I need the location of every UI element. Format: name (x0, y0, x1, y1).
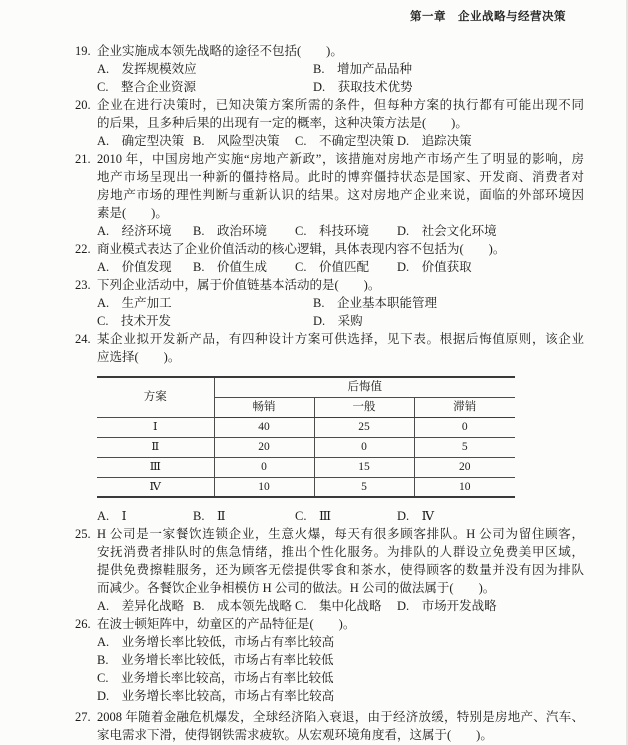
table-row (97, 437, 515, 457)
option-a: A. 价值发现 (97, 260, 172, 274)
option-row (97, 258, 584, 276)
question-27 (75, 708, 584, 744)
option-a: A. 经济环境 (97, 224, 172, 238)
option-b: B. 企业基本职能管理 (313, 296, 437, 310)
question-text-line: 安抚消费者排队时的焦急情绪，推出个性化服务。为排队的人群设立免费美甲区域， (97, 545, 584, 559)
table-header-plan: 方案 (97, 377, 214, 417)
table-row (97, 477, 515, 497)
option-c: C. 科技环境 (295, 224, 369, 238)
question-number: 25. (75, 527, 91, 541)
question-body (97, 708, 584, 744)
question-22 (75, 240, 584, 276)
question-text-line: 地产市场呈现出一种新的僵持格局。此时的博弈僵持状态是国家、开发商、消费者对 (97, 170, 584, 184)
table-subheader-best: 畅销 (214, 397, 314, 417)
question-number: 26. (75, 617, 91, 631)
option-b: B. 政治环境 (193, 224, 267, 238)
option-c: C. 集中化战略 (295, 599, 382, 613)
option-d: D. 市场开发战略 (397, 599, 497, 613)
question-text-line: 2010 年，中国房地产实施“房地产新政”，该措施对房地产市场产生了明显的影响，房 (97, 152, 584, 166)
question-text-line: 提供免费擦鞋服务，还为顾客无偿提供零食和茶水，使得顾客的数量并没有因为排队 (97, 563, 584, 577)
option-c: C. 业务增长率比较高，市场占有率比较低 (97, 671, 334, 685)
option-b: B. Ⅱ (193, 509, 226, 523)
question-body (97, 96, 584, 150)
option-d: D. 价值获取 (397, 260, 472, 274)
question-20 (75, 96, 584, 150)
question-23 (75, 276, 584, 330)
question-26 (75, 615, 584, 705)
option-b: B. 风险型决策 (193, 134, 280, 148)
option-list (97, 633, 584, 705)
table-row (97, 417, 515, 437)
value-cell: 5 (314, 477, 414, 497)
option-c: C. 价值匹配 (295, 260, 369, 274)
question-number: 19. (75, 44, 91, 58)
question-body (97, 240, 584, 276)
question-number: 20. (75, 98, 91, 112)
value-cell: 20 (214, 437, 314, 457)
option-a: A. Ⅰ (97, 509, 127, 523)
question-body (97, 42, 584, 96)
option-a: A. 确定型决策 (97, 134, 185, 148)
option-c: C. Ⅲ (295, 509, 332, 523)
question-text-line: 房地产市场的理性判断与重新认识的结果。这对房地产企业来说，面临的外部环境因 (97, 188, 584, 202)
question-text-line: 而减少。各餐饮企业争相模仿 H 公司的做法。H 公司的做法属于( )。 (97, 581, 496, 595)
value-cell: 15 (314, 457, 414, 477)
question-text-line: 素是( )。 (97, 206, 168, 220)
question-text-line: 应选择( )。 (97, 350, 181, 364)
question-text-line: 企业在进行决策时，已知决策方案所需的条件，但每种方案的执行都有可能出现不同 (97, 98, 584, 112)
option-c: C. 技术开发 (97, 314, 171, 328)
option-c: C. 不确定型决策 (295, 134, 394, 148)
option-a: A. 发挥规模效应 (97, 62, 197, 76)
plan-cell: Ⅳ (97, 477, 214, 497)
option-row (97, 132, 584, 150)
option-row (97, 507, 584, 525)
question-text-line: 的后果，且多种后果的出现有一定的概率，这种决策方法是( )。 (97, 116, 468, 130)
option-b: B. 价值生成 (193, 260, 267, 274)
question-text-line: 商业模式表达了企业价值活动的核心逻辑，具体表现内容不包括为( )。 (97, 242, 506, 256)
plan-cell: Ⅰ (97, 417, 214, 437)
option-row (97, 60, 584, 78)
plan-cell: Ⅲ (97, 457, 214, 477)
value-cell: 0 (314, 437, 414, 457)
chapter-header: 第一章 企业战略与经营决策 (410, 11, 566, 23)
plan-cell: Ⅱ (97, 437, 214, 457)
question-21 (75, 150, 584, 240)
option-a: A. 业务增长率比较低，市场占有率比较高 (97, 635, 335, 649)
option-c: C. 整合企业资源 (97, 80, 196, 94)
table-header-regret: 后悔值 (214, 377, 515, 397)
value-cell: 10 (414, 477, 515, 497)
table-subheader-normal: 一般 (314, 397, 414, 417)
option-d: D. Ⅳ (397, 509, 435, 523)
option-d: D. 追踪决策 (397, 134, 472, 148)
option-row (97, 222, 584, 240)
question-text-line: 在波士顿矩阵中，幼童区的产品特征是( )。 (97, 617, 356, 631)
question-body (97, 615, 584, 705)
question-number: 21. (75, 152, 91, 166)
value-cell: 0 (414, 417, 515, 437)
value-cell: 5 (414, 437, 515, 457)
question-number: 27. (75, 710, 91, 724)
question-text-line: H 公司是一家餐饮连锁企业，生意火爆，每天有很多顾客排队。H 公司为留住顾客， (97, 527, 584, 541)
question-text-line: 2008 年随着金融危机爆发，全球经济陷入衰退，由于经济放缓，特别是房地产、汽车、 (97, 710, 584, 724)
question-number: 23. (75, 278, 91, 292)
table-subheader-slow: 滞销 (414, 397, 515, 417)
question-body (97, 276, 584, 330)
option-b: B. 增加产品品种 (313, 62, 412, 76)
question-body (97, 150, 584, 240)
question-19 (75, 42, 584, 96)
value-cell: 40 (214, 417, 314, 437)
table-row (97, 457, 515, 477)
option-b: B. 业务增长率比较低，市场占有率比较低 (97, 653, 334, 667)
question-text-line: 某企业拟开发新产品，有四种设计方案可供选择，见下表。根据后悔值原则，该企业 (97, 332, 584, 346)
option-row (97, 312, 584, 330)
option-a: A. 生产加工 (97, 296, 172, 310)
option-b: B. 成本领先战略 (193, 599, 292, 613)
value-cell: 0 (214, 457, 314, 477)
question-text-line: 下列企业活动中，属于价值链基本活动的是( )。 (97, 278, 381, 292)
option-d: D. 业务增长率比较高，市场占有率比较高 (97, 689, 335, 703)
option-row (97, 294, 584, 312)
option-row (97, 78, 584, 96)
question-body (97, 525, 584, 615)
question-text-line: 企业实施成本领先战略的途径不包括( )。 (97, 44, 343, 58)
question-body (97, 330, 584, 525)
option-d: D. 社会文化环境 (397, 224, 497, 238)
option-d: D. 获取技术优势 (313, 80, 413, 94)
value-cell: 25 (314, 417, 414, 437)
question-25 (75, 525, 584, 615)
value-cell: 20 (414, 457, 515, 477)
questions-content (75, 42, 584, 744)
option-d: D. 采购 (313, 314, 363, 328)
value-cell: 10 (214, 477, 314, 497)
option-row (97, 597, 584, 615)
question-number: 22. (75, 242, 91, 256)
regret-value-table (97, 376, 515, 498)
question-24 (75, 330, 584, 525)
question-text-line: 家电需求下滑，使得钢铁需求疲软。从宏观环境角度看，这属于( )。 (97, 728, 493, 742)
question-number: 24. (75, 332, 91, 346)
option-a: A. 差异化战略 (97, 599, 185, 613)
table-header-row (97, 377, 515, 397)
